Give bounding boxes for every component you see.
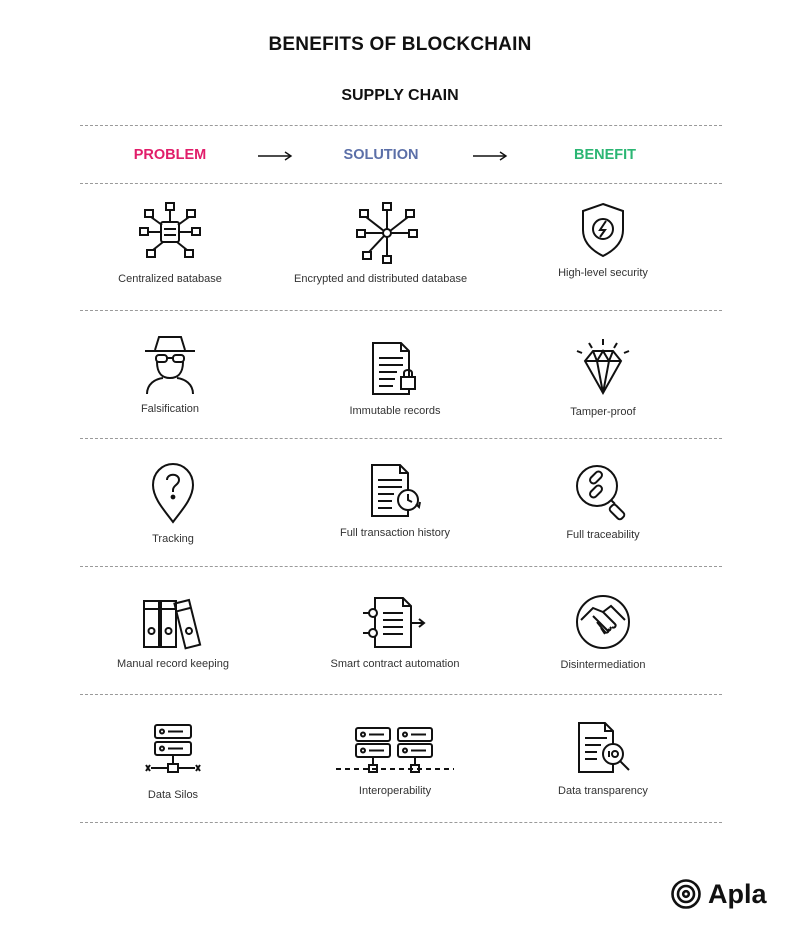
- solution-label: Full transaction history: [339, 527, 451, 539]
- column-header-problem: PROBLEM: [133, 147, 207, 163]
- page-title: BENEFITS OF BLOCKCHAIN: [268, 34, 532, 55]
- centralized-network-icon: [137, 200, 203, 266]
- benefit-cell: [498, 200, 708, 281]
- handshake-icon: [571, 592, 635, 652]
- binders-icon: [140, 595, 206, 651]
- locked-document-icon: [365, 340, 425, 398]
- problem-cell: [68, 460, 278, 547]
- problem-label: Manual record keeping: [117, 658, 229, 670]
- benefit-label: Tamper-proof: [570, 406, 636, 418]
- contract-automation-icon: [359, 595, 431, 651]
- arrow-right-icon: [472, 150, 508, 162]
- distributed-network-icon: [354, 200, 420, 266]
- apla-logo-icon: [670, 878, 702, 910]
- problem-cell: [65, 200, 275, 287]
- benefit-label: Data transparency: [558, 785, 648, 797]
- benefit-cell: [498, 337, 708, 420]
- benefit-label: High-level security: [558, 267, 648, 279]
- benefit-cell: [498, 720, 708, 799]
- benefit-cell: [498, 592, 708, 673]
- page-subtitle: SUPPLY CHAIN: [341, 87, 459, 104]
- divider: [80, 125, 722, 126]
- document-search-icon: [571, 720, 635, 778]
- problem-cell: [68, 722, 278, 803]
- spy-icon: [139, 332, 201, 396]
- problem-label: Centralized вatabase: [118, 273, 222, 285]
- solution-cell: [282, 200, 492, 287]
- benefit-cell: [498, 460, 708, 543]
- divider: [80, 310, 722, 311]
- document-history-icon: [364, 462, 426, 520]
- solution-cell: [290, 462, 500, 541]
- problem-cell: [68, 595, 278, 672]
- divider: [80, 566, 722, 567]
- solution-label: Interoperability: [358, 785, 432, 797]
- diamond-icon: [571, 337, 635, 399]
- solution-label: Encrypted and distributed database: [294, 273, 468, 285]
- solution-cell: [290, 722, 500, 799]
- divider: [80, 438, 722, 439]
- magnifier-pills-icon: [571, 460, 635, 522]
- column-header-solution: SOLUTION: [343, 147, 419, 163]
- divider: [80, 694, 722, 695]
- divider: [80, 822, 722, 823]
- benefit-label: Full traceability: [566, 529, 640, 541]
- brand-name: Apla: [708, 878, 767, 909]
- location-question-icon: [148, 460, 198, 526]
- solution-cell: [290, 340, 500, 419]
- problem-label: Data Silos: [147, 789, 199, 801]
- benefit-label: Disintermediation: [560, 659, 646, 671]
- connected-servers-icon: [334, 722, 456, 778]
- solution-label: Smart contract automation: [330, 658, 460, 670]
- brand-logo: [670, 877, 767, 911]
- server-silo-icon: [143, 722, 203, 782]
- divider: [80, 183, 722, 184]
- problem-label: Tracking: [152, 533, 194, 545]
- problem-label: Falsification: [140, 403, 200, 415]
- column-header-benefit: BENEFIT: [573, 147, 637, 163]
- solution-cell: [290, 595, 500, 672]
- problem-cell: [65, 332, 275, 417]
- solution-label: Immutable records: [349, 405, 441, 417]
- shield-icon: [573, 200, 633, 260]
